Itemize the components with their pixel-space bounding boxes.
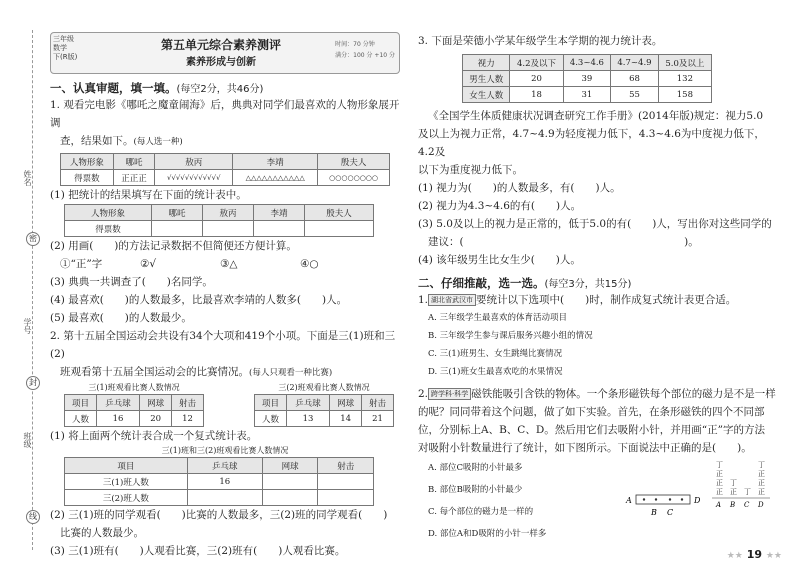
magnet-dot [655,498,657,500]
q1-sub5: (5) 最喜欢( )的人数最少。 [50,312,192,324]
vision-header: 5.0及以上 [658,55,711,71]
class2-row-label: 人数 [255,411,287,427]
combined-header: 射击 [318,458,374,474]
tally-header: 殷夫人 [318,154,390,170]
q3-para3: 以下为重度视力低下。 [418,164,523,176]
tally-mark: 正 [758,488,765,496]
section-1-heading: 一、认真审题，填一填。 [50,81,177,95]
mc2-option-d[interactable]: D. 部位A和D吸附的小针一样多 [428,529,547,539]
tally-b [730,479,737,496]
magnet-label-c: C [667,508,674,517]
answer-cell[interactable] [262,474,318,490]
vision-header: 4.2及以下 [510,55,563,71]
mc2-stem-line1 [418,385,780,403]
fill-header: 李靖 [253,205,304,221]
mc2-option-a[interactable]: A. 部位C吸附的小针最多 [428,463,523,473]
magnet-dot [643,498,645,500]
class1-table [64,394,204,427]
tally-cell: √√√√√√√√√√√√ [155,170,233,186]
class2-caption: 三(2)班观看比赛人数情况 [278,383,370,392]
q1-line2-note: (每人选一种) [133,137,183,147]
magnet-dot [669,498,671,500]
magnet-label-b: B [651,508,657,517]
vision-value: 31 [563,87,611,103]
q2-sub2-line1: (2) 三(1)班的同学观看( )比赛的人数最多，三(2)班的同学观看( ) [50,509,388,521]
answer-cell[interactable] [203,221,254,237]
tally-header: 敖丙 [155,154,233,170]
q1-options [50,255,400,273]
vision-value: 132 [658,71,711,87]
class2-header: 网球 [330,395,362,411]
tally-table [60,153,390,186]
grade-text: 三年级 [53,35,74,43]
seal-mark: 线 [26,510,40,524]
q2-sub3: (3) 三(1)班有( )人观看比赛，三(2)班有( )人观看比赛。 [50,545,346,557]
class1-row-label: 人数 [65,411,97,427]
vision-header: 4.7~4.9 [611,55,659,71]
class2-header: 射击 [362,395,394,411]
answer-cell[interactable] [262,490,318,506]
fill-table [64,204,374,237]
option-4: ④○ [300,258,319,270]
mc2-stem-line4: 对吸附小针数量进行了统计，如下图所示。下面说法中正确的是( )。 [418,442,752,454]
tally-row-label: 得票数 [61,170,114,186]
left-column [50,32,400,560]
vision-row-label: 男生人数 [463,71,510,87]
class1-header: 网球 [140,395,172,411]
magnet-label-d: D [694,496,701,505]
combined-caption: 三(1)班和三(2)班观看比赛人数情况 [161,446,289,455]
q1-sub2: (2) 用画( )的方法记录数据不但简便还方便计算。 [50,240,297,252]
vision-row-label: 女生人数 [463,87,510,103]
fill-header: 殷夫人 [304,205,373,221]
q3-sub2: (2) 视力为4.3~4.6的有( )人。 [418,200,582,212]
tally-mark: 丁 [744,488,751,496]
vision-header: 4.3~4.6 [563,55,611,71]
class1-value: 16 [96,411,139,427]
q2-line2-note: (每人只观看一种比赛) [249,368,333,378]
section-1-title [50,80,400,96]
combined-header: 项目 [65,458,188,474]
mc1-option-d[interactable]: D. 三(1)班女生最喜欢吃的水果情况 [428,367,563,377]
mc1-option-b[interactable]: B. 三年级学生参与课后服务兴趣小组的情况 [428,331,593,341]
vision-value: 158 [658,87,711,103]
q1-sub4: (4) 最喜欢( )的人数最多，比最喜欢李靖的人数多( )人。 [50,294,348,306]
tally-mark: 丁 [716,461,723,469]
mc2-option-c[interactable]: C. 每个部位的磁力是一样的 [428,507,534,517]
tally-mark: 正 [758,479,765,487]
tally-mark: 正 [716,479,723,487]
answer-cell[interactable] [318,474,374,490]
tally-mark: 正 [730,488,737,496]
tally-axis-c: C [744,501,750,509]
tally-mark: 正 [758,470,765,478]
exam-title: 第五单元综合素养测评 [160,38,281,52]
id-label: 学号 [23,318,32,334]
mc1-option-a[interactable]: A. 三年级学生最喜欢的体育活动项目 [428,313,568,323]
mc2-body [418,457,780,545]
q3-line1: 3. 下面是荣德小学某年级学生本学期的视力统计表。 [418,35,663,47]
vision-table [462,54,712,103]
class-tables [50,382,400,427]
exam-meta [335,39,395,61]
q2-line1: 2. 第十五届全国运动会共设有34个大项和419个小项。下面是三(1)班和三(2) [50,330,396,360]
q2-line2 [50,363,400,382]
q2-sub1: (1) 将上面两个统计表合成一个复式统计表。 [50,430,258,442]
fill-header: 人物形象 [65,205,152,221]
tally-mark: 正 [716,470,723,478]
class2-value: 14 [330,411,362,427]
tally-mark: 丁 [758,461,765,469]
q1-line2 [50,132,400,151]
binding-strip [0,0,44,569]
star-icon: ★★ [726,551,743,561]
class2-value: 13 [286,411,329,427]
class-label: 班级 [23,432,32,448]
tally-header: 李靖 [233,154,318,170]
answer-cell[interactable] [187,490,262,506]
tally-a [716,461,723,496]
class2-value: 21 [362,411,394,427]
full-score: 满分：100 分 +10 分 [335,52,395,59]
tally-cell: △△△△△△△△△△△ [233,170,318,186]
tally-axis-d: D [758,501,764,509]
q3-sub4: (4) 该年级男生比女生少( )人。 [418,254,581,266]
class1-header: 射击 [172,395,204,411]
option-3: ③△ [220,258,238,270]
section-1-note: (每空2分，共46分) [176,84,264,95]
mc2-stem-line3: 位，分别标上A、B、C、D。然后用它们去吸附小针，并用画“正”字的方法 [418,424,765,436]
cut-line [32,30,33,550]
vision-value: 55 [611,87,659,103]
edition-text: 下(R版) [53,53,78,61]
time-limit: 时间：70 分钟 [335,41,375,48]
vision-value: 20 [510,71,563,87]
answer-cell[interactable] [318,490,374,506]
tally-mark: 丁 [730,479,737,487]
option-1: ①“正”字 [60,258,103,270]
subject-text: 数学 [53,44,67,52]
page-number-text: 19 [746,548,763,561]
magnet-dot [681,498,683,500]
star-icon: ★★ [765,551,782,561]
combined-value: 16 [187,474,262,490]
combined-row-label: 三(1)班人数 [65,474,188,490]
mc1-stem [418,291,780,309]
combined-row-label: 三(2)班人数 [65,490,188,506]
class1-header: 乒乓球 [96,395,139,411]
class1-header: 项目 [65,395,97,411]
combined-header: 网球 [262,458,318,474]
tally-cell: 正正正 [113,170,155,186]
class1-caption: 三(1)班观看比赛人数情况 [88,383,180,392]
combined-header: 乒乓球 [187,458,262,474]
q2-sub2-line2: 比赛的人数最少。 [60,527,144,539]
mc2-stem-line2: 的呢？同同带着这个问题，做了如下实验。首先，在条形磁铁的四个不同部 [418,406,765,418]
section-2-title [418,275,780,291]
mc1-text: 要统计以下选项中( )时，制作成复式统计表更合适。 [476,294,737,306]
name-label: 姓名 [23,170,32,186]
tally-c [744,488,751,496]
vision-value: 39 [563,71,611,87]
grade-badge [53,35,85,62]
q3-sub3-line2: 建议：( )。 [428,236,699,248]
tally-d [758,461,765,496]
class1-value: 12 [172,411,204,427]
tally-cell: ○○○○○○○○ [318,170,390,186]
class2-header: 项目 [255,395,287,411]
class1-table-wrap [64,382,204,427]
right-column [418,32,780,545]
combined-table [64,457,374,506]
tally-axis-a: A [716,501,722,509]
vision-value: 18 [510,87,563,103]
answer-cell[interactable] [253,221,304,237]
magnet-label-a: A [626,496,632,505]
q3-para1: 《全国学生体质健康状况调查研究工作手册》(2014年版)规定：视力5.0 [428,110,764,122]
vision-header: 视力 [463,55,510,71]
q3-sub3-line1: (3) 5.0及以上的视力是正常的，低于5.0的有( )人，写出你对这些同学的 [418,218,772,230]
seal-mark: 密 [26,232,40,246]
tally-header: 哪吒 [113,154,155,170]
class1-value: 20 [140,411,172,427]
exam-header [50,32,400,74]
q3-para2: 及以上为视力正常，4.7~4.9为轻度视力低下，4.3~4.6为中度视力低下，4.2及 [418,128,765,158]
answer-cell[interactable] [304,221,373,237]
tally-header: 人物形象 [61,154,114,170]
vision-value: 68 [611,71,659,87]
q1-line2-text: 查，结果如下。 [60,135,134,147]
q2-line2-text: 班观看第十五届全国运动会的比赛情况。 [60,366,249,378]
fill-header: 哪吒 [152,205,203,221]
class2-header: 乒乓球 [286,395,329,411]
answer-cell[interactable] [152,221,203,237]
tally-mark: 正 [716,488,723,496]
q1-line1: 1. 观看完电影《哪吒之魔童闹海》后，典典对同学们最喜欢的人物形象展开调 [50,99,400,129]
q1-sub3: (3) 典典一共调查了( )名同学。 [50,276,213,288]
mc2-text-1: 磁铁能吸引含铁的物体。一个条形磁铁每个部位的磁力是不是一样 [471,388,776,400]
mc1-option-c[interactable]: C. 三(1)班男生、女生跳绳比赛情况 [428,349,563,359]
seal-mark: 封 [26,376,40,390]
tally-axis-b: B [730,501,736,509]
q1-sub1: (1) 把统计的结果填写在下面的统计表中。 [50,189,247,201]
page-number [727,548,782,561]
mc2-option-b[interactable]: B. 部位B吸附的小针最少 [428,485,523,495]
mc2-number: 2. [418,388,429,400]
q3-sub1: (1) 视力为( )的人数最多，有( )人。 [418,182,621,194]
class2-table [254,394,394,427]
section-2-note: (每空3分，共15分) [544,279,632,290]
fill-header: 敖丙 [203,205,254,221]
exam-subtitle: 素养形成与创新 [186,57,256,68]
class2-table-wrap [254,382,394,427]
fill-row-label: 得票数 [65,221,152,237]
mc1-number: 1. [418,294,429,306]
mc1-region-tag: 湖北省武汉市 [428,294,476,306]
option-2: ②√ [140,258,157,270]
mc2-options [428,457,648,545]
magnet-diagram [624,459,774,539]
section-2-heading: 二、仔细推敲，选一选。 [418,276,545,290]
mc2-subject-tag: 跨学科·科学 [428,388,471,400]
